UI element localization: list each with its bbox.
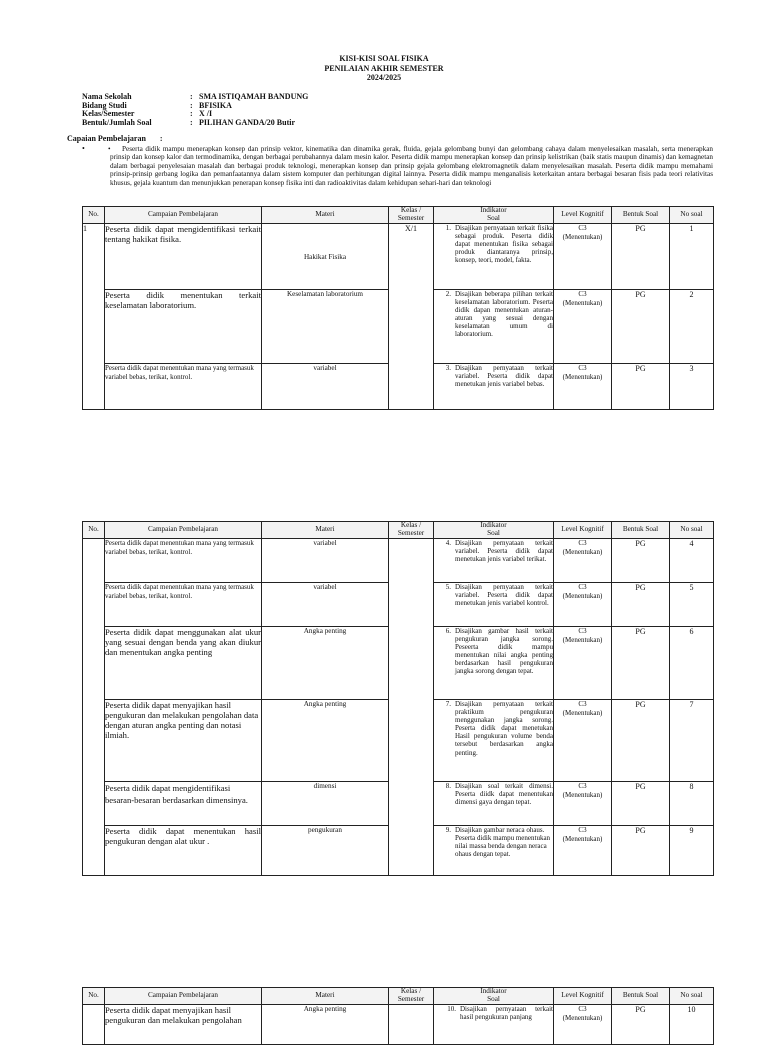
document-header	[0, 54, 768, 83]
table-row	[83, 539, 714, 583]
kelas-cell	[389, 539, 434, 876]
nosoal-cell: 4	[670, 539, 714, 583]
indikator-cell: 5. Disajikan pernyataan terkait variabel. Peserta didik dapat menetukan jenis variabel kontrol.	[434, 583, 554, 627]
indikator-cell: 8. Disajikan soal terkait dimensi. Peserta diidk dapat menentukan dimensi gaya dengan tepat.	[434, 782, 554, 826]
info-label: Nama Sekolah	[82, 92, 132, 101]
bentuk-cell: PG	[612, 290, 670, 364]
bentuk-cell: PG	[612, 826, 670, 876]
info-value: X /I	[199, 109, 213, 118]
bentuk-cell: PG	[612, 539, 670, 583]
kelas-cell: X/1	[389, 224, 434, 410]
materi-cell: dimensi	[262, 782, 389, 826]
col-nosoal: No soal	[670, 988, 714, 1005]
cp-cell: Peserta didik dapat menentukan mana yang termasuk variabel bebas, terikat, kontrol.	[105, 364, 262, 410]
row-number	[83, 1005, 105, 1045]
col-indikator: Indikator Soal	[434, 522, 554, 539]
table-row	[83, 224, 714, 290]
indikator-cell: 7. Disajikan pernyataan terkait praktikum pengukuran menggunakan jangka sorong. Peserta didik dapat menetukan Hasil pengukuran volume benda tersebut berdasarkan angka penting.	[434, 700, 554, 782]
col-level: Level Kognitif	[554, 522, 612, 539]
kisi-table-1	[82, 206, 714, 410]
materi-cell: variabel	[262, 539, 389, 583]
nosoal-cell: 6	[670, 627, 714, 700]
col-no: No.	[83, 207, 105, 224]
cp-cell: Peserta didik dapat menentukan hasil pengukuran dengan alat ukur .	[105, 826, 262, 876]
cp-cell: Peserta didik dapat menentukan mana yang termasuk variabel bebas, terikat, kontrol.	[105, 539, 262, 583]
capaian-paragraph	[110, 145, 713, 187]
bentuk-cell: PG	[612, 782, 670, 826]
capaian-text: Peserta didik mampu menerapkan konsep dan prinsip vektor, kinematika dan dinamika gerak, fluida, gejala gelombang bunyi dan gelombang cahaya dalam menyelesaikan masalah, serta menerapkan prinsip dan konsep kalor dan termodinamika, dengan berbagai perubahannya dalam mesin kalor. Peserta didik mampu menerapkan konsep dan prinsip kelistrikan (baik statis maupun dinamis) dan kemagnetan dalam berbagai penyelesaian masalah dan berbagai produk teknologi, menerapkan konsep dan prinsip gejala gelombang elektromagnetik dalam menyelesaikan masalah. Peserta didik mampu memahami prinsip-prinsip gerbang logika dan pemanfaatannya dalam sistem komputer dan perhitungan digital lainnya. Peserta didik mampu menganalisis keterkaitan antara berbagai besaran fisis pada teori relativitas khusus, gejala kuantum dan menunjukkan penerapan konsep fisika inti dan radioaktivitas dalam kehidupan sehari-hari dan teknologi	[110, 145, 713, 187]
bentuk-cell: PG	[612, 627, 670, 700]
info-sep: :	[190, 100, 193, 110]
col-no: No.	[83, 988, 105, 1005]
nosoal-cell: 1	[670, 224, 714, 290]
bentuk-cell: PG	[612, 700, 670, 782]
bentuk-cell: PG	[612, 364, 670, 410]
bentuk-cell: PG	[612, 583, 670, 627]
table-header-row	[83, 207, 714, 224]
indikator-cell: 1. Disajikan pernyataan terkait fisika sebagai produk. Peserta didik dapat menentukan fisika sebagai produk diantaranya prinsip, konsep, teori, model, fakta.	[434, 224, 554, 290]
col-indikator: Indikator Soal	[434, 207, 554, 224]
academic-year: 2024/2025	[366, 73, 402, 82]
info-value: BFISIKA	[199, 100, 232, 110]
col-materi: Materi	[262, 988, 389, 1005]
info-sep: :	[190, 117, 193, 127]
row-number: 1	[83, 224, 105, 410]
capaian-sep: :	[159, 134, 163, 143]
col-level: Level Kognitif	[554, 207, 612, 224]
kelas-cell	[389, 1005, 434, 1045]
cp-cell: Peserta didik menentukan terkait keselamatan laboratorium.	[105, 290, 262, 364]
col-cp: Campaian Pembelajaran	[105, 988, 262, 1005]
cp-cell: Peserta didik dapat mengidentifikasi besaran-besaran berdasarkan dimensinya.	[105, 782, 262, 826]
identity-block	[82, 93, 308, 127]
col-nosoal: No soal	[670, 207, 714, 224]
table-header-row	[83, 522, 714, 539]
indikator-cell: 9. Disajikan gambar neraca ohaus. Peserta didik mampu menentukan nilai massa benda dengan neraca ohaus dengan tepat.	[434, 826, 554, 876]
bullet-inner-icon: •	[108, 145, 111, 153]
nosoal-cell: 2	[670, 290, 714, 364]
info-value: SMA ISTIQAMAH BANDUNG	[199, 92, 309, 101]
col-bentuk: Bentuk Soal	[612, 522, 670, 539]
materi-cell: pengukuran	[262, 826, 389, 876]
level-cell: C3 (Menentukan)	[554, 627, 612, 700]
capaian-heading	[67, 134, 163, 143]
col-kelas: Kelas / Semester	[389, 207, 434, 224]
indikator-cell: 4. Disajikan pernyataan terkait variabel. Peserta didik dapat menetukan jenis variabel terikat.	[434, 539, 554, 583]
level-cell: C3 (Menentukan)	[554, 1005, 612, 1045]
kisi-table-3	[82, 987, 714, 1045]
col-materi: Materi	[262, 522, 389, 539]
level-cell: C3 (Menentukan)	[554, 364, 612, 410]
level-cell: C3 (Menentukan)	[554, 826, 612, 876]
info-label: Bentuk/Jumlah Soal	[82, 117, 152, 127]
col-materi: Materi	[262, 207, 389, 224]
nosoal-cell: 7	[670, 700, 714, 782]
level-cell: C3 (Menentukan)	[554, 700, 612, 782]
cp-cell: Peserta didik dapat menyajikan hasil pengukuran dan melakukan pengolahan	[105, 1005, 262, 1045]
materi-cell: Hakikat Fisika	[262, 224, 389, 290]
capaian-label: Capaian Pembelajaran	[67, 134, 146, 143]
col-nosoal: No soal	[670, 522, 714, 539]
info-label: Bidang Studi	[82, 100, 127, 110]
indikator-cell: 10. Disajikan pernyataan terkait hasil pengukuran panjang	[434, 1005, 554, 1045]
info-sep: :	[190, 92, 193, 101]
table-header-row	[83, 988, 714, 1005]
level-cell: C3 (Menentukan)	[554, 782, 612, 826]
kisi-table-2	[82, 521, 714, 876]
nosoal-cell: 3	[670, 364, 714, 410]
col-indikator: Indikator Soal	[434, 988, 554, 1005]
document-title: KISI-KISI SOAL FISIKA	[339, 54, 429, 63]
bentuk-cell: PG	[612, 224, 670, 290]
col-bentuk: Bentuk Soal	[612, 207, 670, 224]
bentuk-cell: PG	[612, 1005, 670, 1045]
cp-cell: Peserta didik dapat menyajikan hasil pengukuran dan melakukan pengolahan data dengan aturan angka penting dan notasi ilmiah.	[105, 700, 262, 782]
nosoal-cell: 9	[670, 826, 714, 876]
level-cell: C3 (Menentukan)	[554, 539, 612, 583]
indikator-cell: 3. Disajikan pernyataan terkait variabel. Peserta didik dapat menetukan jenis variabel bebas.	[434, 364, 554, 410]
info-label: Kelas/Semester	[82, 109, 135, 118]
materi-cell: Angka penting	[262, 700, 389, 782]
col-cp: Campaian Pembelajaran	[105, 522, 262, 539]
materi-cell: Keselamatan laboratorium	[262, 290, 389, 364]
info-row-form	[82, 119, 308, 128]
col-kelas: Kelas / Semester	[389, 988, 434, 1005]
col-cp: Campaian Pembelajaran	[105, 207, 262, 224]
col-no: No.	[83, 522, 105, 539]
info-value: PILIHAN GANDA/20 Butir	[199, 117, 296, 127]
cp-cell: Peserta didik dapat menggunakan alat ukur yang sesuai dengan benda yang akan diukur dan menentukan angka penting	[105, 627, 262, 700]
level-cell: C3 (Menentukan)	[554, 224, 612, 290]
cp-cell: Peserta didik dapat menentukan mana yang termasuk variabel bebas, terikat, kontrol.	[105, 583, 262, 627]
cp-cell: Peserta didik dapat mengidentifikasi terkait tentang hakikat fisika.	[105, 224, 262, 290]
nosoal-cell: 10	[670, 1005, 714, 1045]
nosoal-cell: 8	[670, 782, 714, 826]
nosoal-cell: 5	[670, 583, 714, 627]
materi-cell: Angka penting	[262, 627, 389, 700]
materi-cell: Angka penting	[262, 1005, 389, 1045]
materi-cell: variabel	[262, 583, 389, 627]
row-number	[83, 539, 105, 876]
info-sep: :	[190, 109, 193, 118]
bullet-outer-icon: •	[82, 144, 85, 153]
col-kelas: Kelas / Semester	[389, 522, 434, 539]
indikator-cell: 2. Disajikan beberapa pilihan terkait keselamatan laboratorium. Peserta didik dapan menentukan aturan-aturan yang sesuai dengan keselamatan umum di laboratorium.	[434, 290, 554, 364]
level-cell: C3 (Menentukan)	[554, 583, 612, 627]
indikator-cell: 6. Disajikan gambar hasil terkait pengukuran jangka sorong. Peseerta didik mampu menentukan nilai angka penting berdasarkan hasil pengukuran jangka sorong dengan tepat.	[434, 627, 554, 700]
col-bentuk: Bentuk Soal	[612, 988, 670, 1005]
table-row	[83, 1005, 714, 1045]
document-subtitle: PENILAIAN AKHIR SEMESTER	[324, 63, 444, 73]
materi-cell: variabel	[262, 364, 389, 410]
level-cell: C3 (Menentukan)	[554, 290, 612, 364]
col-level: Level Kognitif	[554, 988, 612, 1005]
